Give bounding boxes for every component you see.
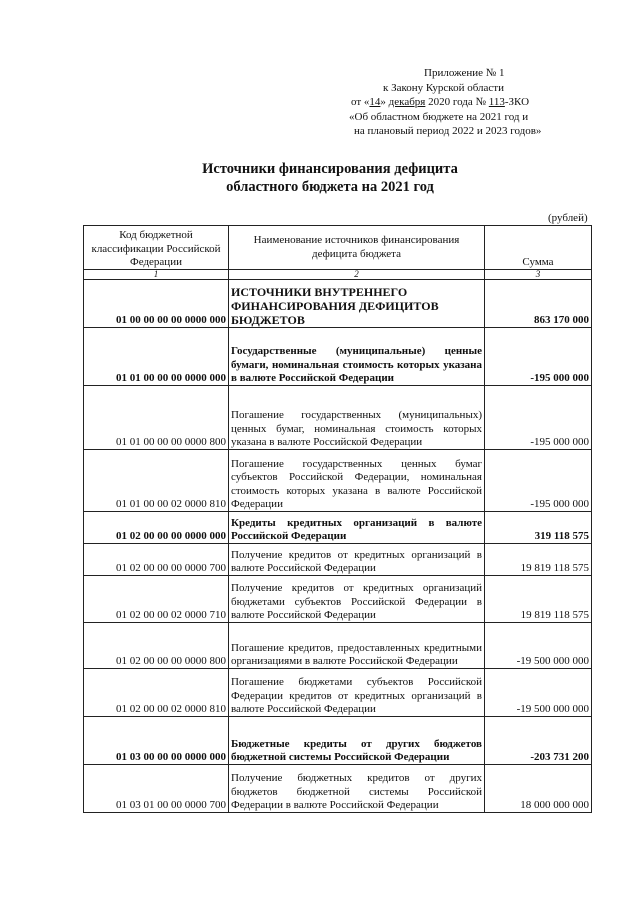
table-row (84, 623, 592, 669)
row-sum: -195 000 000 (485, 328, 592, 386)
table-row (84, 544, 592, 576)
row-code: 01 03 01 00 00 0000 700 (84, 765, 229, 813)
table-row (84, 717, 592, 765)
row-sum: 319 118 575 (485, 512, 592, 544)
financing-sources-table (83, 225, 592, 813)
appendix-day: 14 (369, 96, 381, 109)
row-sum: 19 819 118 575 (485, 576, 592, 623)
appendix-law-title-1: «Об областном бюджете на 2021 год и (349, 110, 529, 123)
row-name: ИСТОЧНИКИ ВНУТРЕННЕГО ФИНАНСИРОВАНИЯ ДЕФИЦИТОВ БЮДЖЕТОВ (229, 280, 485, 328)
row-code: 01 02 00 00 02 0000 710 (84, 576, 229, 623)
table-row (84, 669, 592, 717)
row-code: 01 01 00 00 00 0000 800 (84, 386, 229, 450)
row-name: Погашение государственных ценных бумаг субъектов Российской Федерации, номинальная стоимость которых указана в валюте Российской Федерации (229, 450, 485, 512)
row-sum: -19 500 000 000 (485, 623, 592, 669)
row-sum: -195 000 000 (485, 386, 592, 450)
row-name: Получение кредитов от кредитных организаций в валюте Российской Федерации (229, 544, 485, 576)
table-row (84, 576, 592, 623)
table-index-row (84, 270, 592, 280)
row-name: Получение бюджетных кредитов от других бюджетов бюджетной системы Российской Федерации в валюте Российской Федерации (229, 765, 485, 813)
row-name: Получение кредитов от кредитных организаций бюджетами субъектов Российской Федерации в валюте Российской Федерации (229, 576, 485, 623)
table-row (84, 386, 592, 450)
row-sum: -203 731 200 (485, 717, 592, 765)
row-code: 01 02 00 00 00 0000 000 (84, 512, 229, 544)
header-code: Код бюджетной классификации Российской Федерации (84, 226, 229, 270)
units-label: (рублей) (548, 212, 588, 224)
row-code: 01 01 00 00 00 0000 000 (84, 328, 229, 386)
row-code: 01 00 00 00 00 0000 000 (84, 280, 229, 328)
appendix-note (320, 66, 590, 139)
appendix-law-number: 113 (488, 96, 505, 109)
index-col-1: 1 (84, 270, 229, 280)
appendix-month: декабря (388, 96, 426, 109)
row-code: 01 02 00 00 00 0000 700 (84, 544, 229, 576)
document-title-line-2: областного бюджета на 2021 год (226, 179, 434, 195)
row-code: 01 02 00 00 02 0000 810 (84, 669, 229, 717)
table-row (84, 765, 592, 813)
table-header-row (84, 226, 592, 270)
appendix-date-line: от «14» декабря 2020 года № 113-ЗКО (351, 96, 530, 109)
row-sum: 18 000 000 000 (485, 765, 592, 813)
row-name: Кредиты кредитных организаций в валюте Российской Федерации (229, 512, 485, 544)
row-sum: 19 819 118 575 (485, 544, 592, 576)
row-sum: 863 170 000 (485, 280, 592, 328)
index-col-3: 3 (485, 270, 592, 280)
table-row (84, 280, 592, 328)
row-code: 01 01 00 00 02 0000 810 (84, 450, 229, 512)
appendix-law-ref: к Закону Курской области (383, 81, 504, 94)
row-code: 01 02 00 00 00 0000 800 (84, 623, 229, 669)
row-sum: -19 500 000 000 (485, 669, 592, 717)
row-name: Погашение государственных (муниципальных) ценных бумаг, номинальная стоимость которых указана в валюте Российской Федерации (229, 386, 485, 450)
appendix-number: Приложение № 1 (424, 67, 505, 79)
table-row (84, 512, 592, 544)
header-sum: Сумма (485, 226, 592, 270)
row-name: Погашение кредитов, предоставленных кредитными организациями в валюте Российской Федерации (229, 623, 485, 669)
row-sum: -195 000 000 (485, 450, 592, 512)
header-name: Наименование источников финансирования дефицита бюджета (229, 226, 485, 270)
row-name: Государственные (муниципальные) ценные бумаги, номинальная стоимость которых указана в валюте Российской Федерации (229, 328, 485, 386)
row-name: Бюджетные кредиты от других бюджетов бюджетной системы Российской Федерации (229, 717, 485, 765)
document-title (0, 160, 640, 196)
row-name: Погашение бюджетами субъектов Российской Федерации кредитов от кредитных организаций в валюте Российской Федерации (229, 669, 485, 717)
table-row (84, 450, 592, 512)
appendix-law-title-2: на плановый период 2022 и 2023 годов» (354, 125, 542, 138)
table-row (84, 328, 592, 386)
row-code: 01 03 00 00 00 0000 000 (84, 717, 229, 765)
document-title-line-1: Источники финансирования дефицита (202, 161, 458, 177)
index-col-2: 2 (229, 270, 485, 280)
